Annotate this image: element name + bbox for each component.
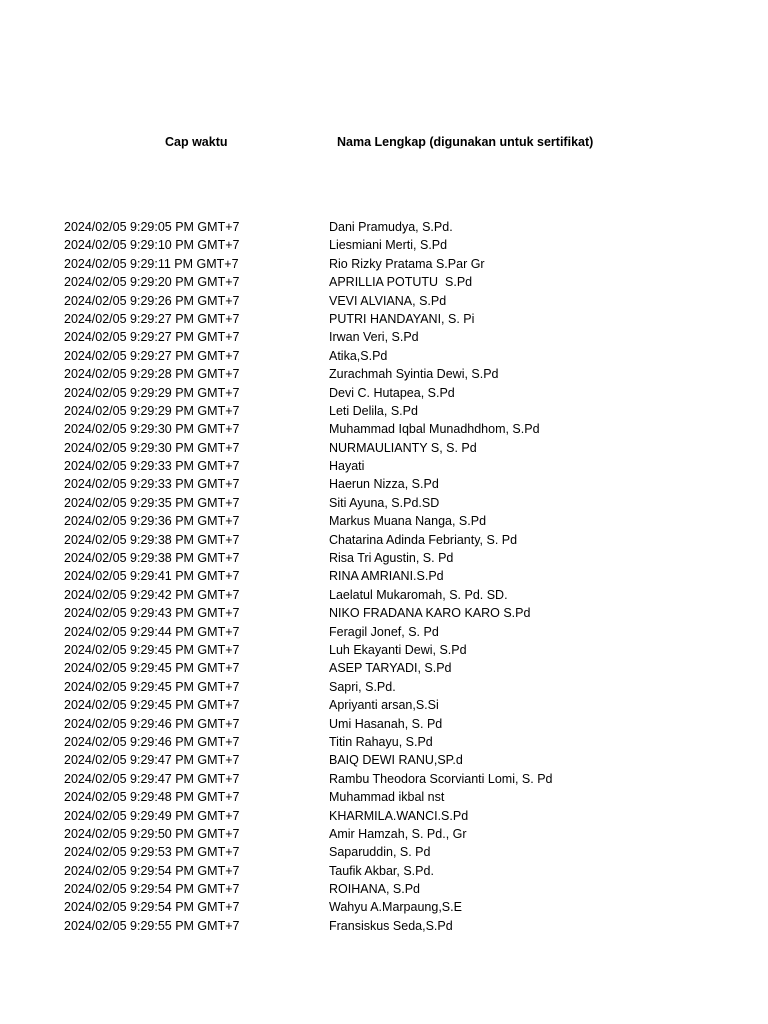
timestamp-cell: 2024/02/05 9:29:41 PM GMT+7 [64,569,240,584]
name-column-header: Nama Lengkap (digunakan untuk sertifikat) [337,135,594,149]
name-cell: Leti Delila, S.Pd [329,403,418,418]
table-row [0,218,768,236]
table-row [0,623,768,641]
table-row [0,365,768,383]
table-row [0,641,768,659]
name-cell: Saparuddin, S. Pd [329,845,431,860]
timestamp-cell: 2024/02/05 9:29:33 PM GMT+7 [64,459,240,474]
timestamp-cell: 2024/02/05 9:29:48 PM GMT+7 [64,790,240,805]
timestamp-cell: 2024/02/05 9:29:26 PM GMT+7 [64,293,240,308]
timestamp-cell: 2024/02/05 9:29:42 PM GMT+7 [64,587,240,602]
timestamp-cell: 2024/02/05 9:29:45 PM GMT+7 [64,642,240,657]
name-cell: Luh Ekayanti Dewi, S.Pd [329,642,467,657]
name-cell: Zurachmah Syintia Dewi, S.Pd [329,367,499,382]
table-row [0,457,768,475]
name-cell: Laelatul Mukaromah, S. Pd. SD. [329,587,508,602]
timestamp-cell: 2024/02/05 9:29:27 PM GMT+7 [64,348,240,363]
table-row [0,751,768,769]
table-row [0,733,768,751]
name-cell: Fransiskus Seda,S.Pd [329,918,453,933]
name-cell: Haerun Nizza, S.Pd [329,477,439,492]
table-row [0,567,768,585]
timestamp-column-header: Cap waktu [165,135,228,149]
timestamp-cell: 2024/02/05 9:29:20 PM GMT+7 [64,275,240,290]
table-row [0,402,768,420]
name-cell: Irwan Veri, S.Pd [329,330,419,345]
timestamp-cell: 2024/02/05 9:29:11 PM GMT+7 [64,256,239,271]
timestamp-cell: 2024/02/05 9:29:10 PM GMT+7 [64,238,240,253]
name-cell: BAIQ DEWI RANU,SP.d [329,753,463,768]
table-row [0,255,768,273]
name-cell: Chatarina Adinda Febrianty, S. Pd [329,532,518,547]
timestamp-cell: 2024/02/05 9:29:38 PM GMT+7 [64,532,240,547]
table-row [0,825,768,843]
timestamp-cell: 2024/02/05 9:29:46 PM GMT+7 [64,716,240,731]
name-cell: Muhammad Iqbal Munadhdhom, S.Pd [329,422,540,437]
name-cell: Rambu Theodora Scorvianti Lomi, S. Pd [329,771,553,786]
table-row [0,586,768,604]
table-row [0,807,768,825]
timestamp-cell: 2024/02/05 9:29:35 PM GMT+7 [64,495,240,510]
table-row [0,475,768,493]
table-row [0,512,768,530]
table-row [0,531,768,549]
timestamp-cell: 2024/02/05 9:29:05 PM GMT+7 [64,220,240,234]
name-cell: Apriyanti arsan,S.Si [329,698,439,713]
name-cell: VEVI ALVIANA, S.Pd [329,293,447,308]
table-row [0,494,768,512]
name-cell: NIKO FRADANA KARO KARO S.Pd [329,606,531,621]
table-row [0,843,768,861]
timestamp-cell: 2024/02/05 9:29:47 PM GMT+7 [64,771,240,786]
table-row [0,292,768,310]
table-row [0,788,768,806]
table-row [0,898,768,916]
table-row [0,236,768,254]
table-row [0,696,768,714]
table-row [0,273,768,291]
timestamp-cell: 2024/02/05 9:29:45 PM GMT+7 [64,679,240,694]
name-cell: Risa Tri Agustin, S. Pd [329,551,454,566]
timestamp-cell: 2024/02/05 9:29:53 PM GMT+7 [64,845,240,860]
table-row [0,880,768,898]
name-cell: KHARMILA.WANCI.S.Pd [329,808,469,823]
name-cell: ASEP TARYADI, S.Pd [329,661,452,676]
name-cell: Feragil Jonef, S. Pd [329,624,439,639]
timestamp-cell: 2024/02/05 9:29:50 PM GMT+7 [64,826,240,841]
table-row [0,715,768,733]
timestamp-cell: 2024/02/05 9:29:33 PM GMT+7 [64,477,240,492]
name-cell: Devi C. Hutapea, S.Pd [329,385,455,400]
table-row [0,310,768,328]
timestamp-cell: 2024/02/05 9:29:46 PM GMT+7 [64,734,240,749]
timestamp-cell: 2024/02/05 9:29:45 PM GMT+7 [64,698,240,713]
timestamp-cell: 2024/02/05 9:29:44 PM GMT+7 [64,624,240,639]
name-cell: Amir Hamzah, S. Pd., Gr [329,826,467,841]
timestamp-cell: 2024/02/05 9:29:49 PM GMT+7 [64,808,240,823]
name-cell: RINA AMRIANI.S.Pd [329,569,444,584]
table-header [0,135,768,153]
name-cell: Siti Ayuna, S.Pd.SD [329,495,440,510]
name-cell: Atika,S.Pd [329,348,388,363]
timestamp-cell: 2024/02/05 9:29:30 PM GMT+7 [64,422,240,437]
name-cell: PUTRI HANDAYANI, S. Pi [329,311,475,326]
name-cell: APRILLIA POTUTU S.Pd [329,275,473,290]
timestamp-cell: 2024/02/05 9:29:29 PM GMT+7 [64,385,240,400]
table-row [0,328,768,346]
timestamp-cell: 2024/02/05 9:29:27 PM GMT+7 [64,330,240,345]
table-body [0,218,768,935]
table-row [0,862,768,880]
table-row [0,678,768,696]
table-row [0,604,768,622]
timestamp-cell: 2024/02/05 9:29:45 PM GMT+7 [64,661,240,676]
name-cell: NURMAULIANTY S, S. Pd [329,440,477,455]
name-cell: Liesmiani Merti, S.Pd [329,238,448,253]
name-cell: Taufik Akbar, S.Pd. [329,863,434,878]
name-cell: Muhammad ikbal nst [329,790,445,805]
name-cell: Hayati [329,459,365,474]
timestamp-cell: 2024/02/05 9:29:43 PM GMT+7 [64,606,240,621]
table-row [0,659,768,677]
name-cell: ROIHANA, S.Pd [329,882,420,897]
table-row [0,347,768,365]
name-cell: Markus Muana Nanga, S.Pd [329,514,487,529]
timestamp-cell: 2024/02/05 9:29:54 PM GMT+7 [64,863,240,878]
timestamp-cell: 2024/02/05 9:29:36 PM GMT+7 [64,514,240,529]
table-row [0,439,768,457]
table-row [0,549,768,567]
timestamp-cell: 2024/02/05 9:29:28 PM GMT+7 [64,367,240,382]
timestamp-cell: 2024/02/05 9:29:30 PM GMT+7 [64,440,240,455]
timestamp-cell: 2024/02/05 9:29:47 PM GMT+7 [64,753,240,768]
timestamp-cell: 2024/02/05 9:29:55 PM GMT+7 [64,918,240,933]
table-row [0,917,768,935]
name-cell: Titin Rahayu, S.Pd [329,734,433,749]
table-row [0,420,768,438]
timestamp-cell: 2024/02/05 9:29:38 PM GMT+7 [64,551,240,566]
name-cell: Wahyu A.Marpaung,S.E [329,900,462,915]
name-cell: Rio Rizky Pratama S.Par Gr [329,256,485,271]
timestamp-cell: 2024/02/05 9:29:29 PM GMT+7 [64,403,240,418]
table-row [0,770,768,788]
table-row [0,384,768,402]
timestamp-cell: 2024/02/05 9:29:27 PM GMT+7 [64,311,240,326]
name-cell: Umi Hasanah, S. Pd [329,716,443,731]
name-cell: Sapri, S.Pd. [329,679,396,694]
name-cell: Dani Pramudya, S.Pd. [329,220,453,234]
timestamp-cell: 2024/02/05 9:29:54 PM GMT+7 [64,900,240,915]
timestamp-cell: 2024/02/05 9:29:54 PM GMT+7 [64,882,240,897]
